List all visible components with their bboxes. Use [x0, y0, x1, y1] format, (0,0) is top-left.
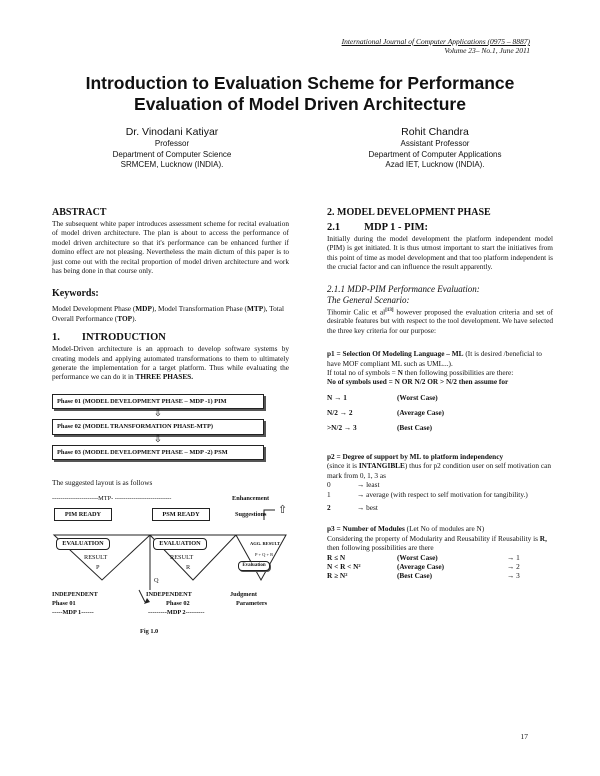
agg-result-label: AGG. RESULT: [250, 540, 281, 546]
general-scenario-heading: The General Scenario:: [327, 294, 410, 305]
figure-caption: Fig 1.0: [140, 627, 159, 635]
author-name: Rohit Chandra: [401, 126, 469, 138]
down-arrow-icon: ⇩: [153, 433, 163, 445]
right-column: [327, 206, 553, 581]
figure-1: [52, 492, 292, 637]
p-label: P: [96, 563, 100, 571]
section-2-1-1-heading: 2.1.1 MDP-PIM Performance Evaluation:: [327, 283, 480, 294]
section-2-heading: 2. MODEL DEVELOPMENT PHASE: [327, 207, 491, 218]
p2-text: (since it is INTANGIBLE) thus for p2 condition user on self motivation can mark from 0, 1, 3 as: [327, 461, 552, 480]
author-2: [330, 126, 540, 171]
page-number: 17: [520, 732, 528, 741]
pqr-label: P + Q + R: [255, 551, 274, 557]
keywords-text: Model Development Phase (MDP), Model Transformation Phase (MTP), Total Overall Performance (TOP).: [52, 304, 285, 323]
pim-ready-box: PIM READY: [54, 508, 112, 521]
author-role: Assistant Professor: [400, 139, 470, 148]
result-label-1: RESULT: [84, 553, 108, 561]
phase02-label: Phase 02: [166, 599, 190, 607]
author-1: [72, 126, 272, 171]
table-row: R ≤ N (Worst Case) → 1: [327, 552, 520, 562]
title-line-1: Introduction to Evaluation Scheme for Performance: [85, 73, 515, 93]
table-row: 2 → best: [327, 502, 378, 512]
intro-text: Model-Driven architecture is an approach to develop software systems by creating models and applying automated transformations to them to ultimately generate the implementation for a target platform. Thus while evaluating the performance we can do it in THREE PHASES.: [52, 344, 289, 382]
title-line-2: Evaluation of Model Driven Architecture: [134, 94, 466, 114]
mtp-line: ----------------------MTP- ---------------------------: [52, 494, 172, 502]
tihomir-text: Tihomir Calic et al[13] however proposed the evaluation criteria and set of desirable features but with respect to the tool development. We have selected the three key criteria for our purpose:: [327, 307, 553, 335]
p3-table: [327, 553, 553, 581]
left-column: [52, 206, 289, 637]
table-row: >N/2 → 3 (Best Case): [327, 422, 433, 432]
abstract-text: The subsequent white paper introduces assessment scheme for recital evaluation of model driven architecture. The plan is about to access the performance of model driven architecture so that it's performance can be enhanced further if domino effect are not pleasing. Nevertheless the main dictum of this paper is to just come out with the recital proportion of model driven architecture and work has being done in that course only.: [52, 219, 289, 276]
table-row: R ≥ N² (Best Case) → 3: [327, 571, 520, 581]
table-row: 0 → least: [327, 480, 380, 490]
p1-line2: If total no of symbols = N then following possibilities are there:: [327, 368, 514, 378]
independent-label-1: INDEPENDENT: [52, 590, 98, 598]
phase-3-box: Phase 03 (MODEL DEVELOPMENT PHASE – MDP -2) PSM: [52, 445, 264, 460]
r-label: R: [186, 563, 191, 571]
volume-info: Volume 23– No.1, June 2011: [444, 46, 530, 55]
p1-text: p1 = Selection Of Modeling Language – ML (It is desired /beneficial to have MOF compliant ML such as UML...).: [327, 349, 542, 368]
phase01-label: Phase 01: [52, 599, 76, 607]
section-2-1-text: Initially during the model development the platform independent model (PIM) is get initiated. It is thus utmost important to start the initiatives from this point of time as model development and that too platform independent is the crucial factor and can influence the result apparently.: [327, 234, 553, 272]
phase-2-box: Phase 02 (MODEL TRANSFORMATION PHASE-MTP): [52, 419, 264, 434]
section-2-1-heading: 2.1 MDP 1 - PIM:: [327, 222, 428, 233]
phase-flow: [52, 394, 264, 460]
up-arrow-icon: ⇧: [278, 503, 288, 516]
mdp1-line: -----MDP 1------: [52, 608, 94, 616]
p2-table: [327, 480, 528, 512]
down-arrow-icon: ⇩: [153, 408, 163, 420]
author-inst: SRMCEM, Lucknow (INDIA).: [120, 160, 224, 169]
author-inst: Azad IET, Lucknow (INDIA).: [385, 160, 485, 169]
intro-heading: 1. INTRODUCTION: [52, 332, 166, 344]
table-row: 1 → average (with respect to self motivation for tangibility.): [327, 489, 528, 499]
suggestions-label: Suggestions: [235, 510, 267, 518]
independent-label-2: INDEPENDENT: [146, 590, 192, 598]
judgment-label: Judgment: [230, 590, 257, 598]
abstract-heading: ABSTRACT: [52, 207, 107, 218]
author-dept: Department of Computer Science: [112, 149, 232, 159]
author-role: Professor: [154, 139, 190, 148]
paper-title: [40, 73, 560, 115]
p3-text: Considering the property of Modularity and Reusability if Reusability is R, then following possibilities are there: [327, 533, 547, 553]
evaluation-box-3: Evaluation: [238, 561, 270, 571]
table-row: N < R < N² (Average Case) → 2: [327, 561, 520, 571]
table-row: N/2 → 2 (Average Case): [327, 407, 445, 417]
q-label: Q: [154, 576, 159, 584]
author-dept: Department of Computer Applications: [368, 149, 502, 159]
table-row: N → 1 (Worst Case): [327, 392, 438, 402]
author-name: Dr. Vinodani Katiyar: [125, 126, 219, 138]
mdp2-line: ---------MDP 2---------: [148, 608, 205, 616]
p2-heading: p2 = Degree of support by ML to platform independency: [327, 451, 504, 461]
enhancement-label: Enhancement: [232, 494, 270, 502]
running-header: [342, 37, 530, 55]
p1-line3: No of symbols used = N OR N/2 OR > N/2 then assume for: [327, 377, 509, 387]
layout-text: The suggested layout is as follows: [52, 478, 153, 488]
keywords-heading: Keywords:: [52, 288, 99, 300]
p1-table: [327, 393, 444, 438]
evaluation-box-2: EVALUATION: [153, 538, 207, 550]
result-label-2: RESULT: [170, 553, 194, 561]
parameters-label: Parameters: [236, 599, 268, 607]
evaluation-box-1: EVALUATION: [56, 538, 110, 550]
journal-name: International Journal of Computer Applications (0975 – 8887): [341, 37, 530, 46]
p3-heading: p3 = Number of Modules (Let No of modules are N): [327, 524, 485, 534]
phase-1-box: Phase 01 (MODEL DEVELOPMENT PHASE – MDP -1) PIM: [52, 394, 264, 409]
psm-ready-box: PSM READY: [152, 508, 210, 521]
